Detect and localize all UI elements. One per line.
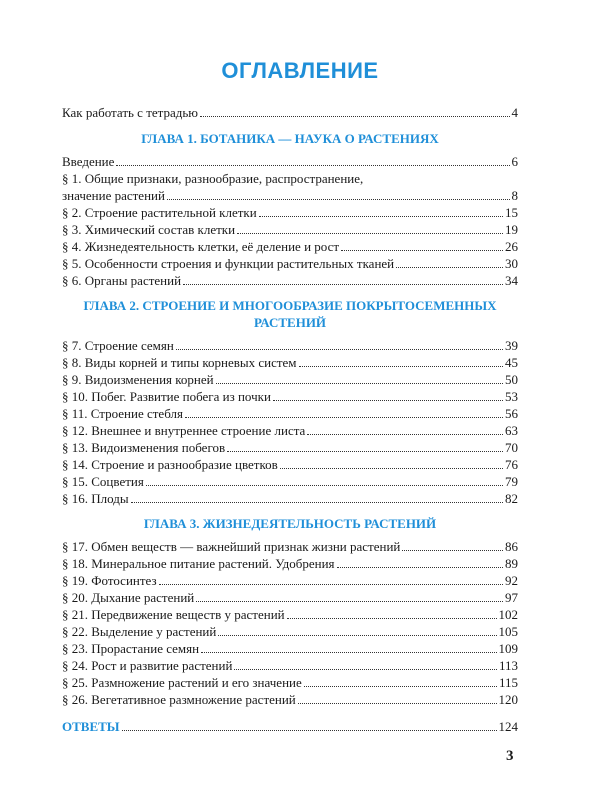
toc-entry[interactable] — [62, 187, 518, 204]
dot-leader — [337, 567, 503, 568]
entry-page-number: 105 — [498, 624, 518, 639]
chapter-heading-line: ГЛАВА 3. ЖИЗНЕДЕЯТЕЛЬНОСТЬ РАСТЕНИЙ — [143, 516, 437, 531]
entry-page-number: 63 — [505, 423, 518, 438]
entry-page-number: 97 — [505, 590, 518, 605]
entry-page-number: 113 — [498, 658, 518, 673]
dot-leader — [299, 366, 503, 367]
entry-page-number: 15 — [505, 205, 518, 220]
dot-leader — [216, 383, 503, 384]
entry-page-number: 6 — [511, 154, 518, 169]
dot-leader — [185, 417, 503, 418]
chapter-heading — [62, 297, 518, 331]
dot-leader — [402, 550, 503, 551]
toc-entry[interactable] — [62, 422, 518, 439]
entry-title: § 25. Размножение растений и его значение — [62, 675, 302, 690]
entry-title: § 17. Обмен веществ — важнейший признак жизни растений — [62, 539, 401, 554]
dot-leader — [341, 250, 503, 251]
entry-title: § 16. Плоды — [62, 491, 129, 506]
entry-title: § 20. Дыхание растений — [62, 590, 195, 605]
toc-entry[interactable] — [62, 640, 518, 657]
entry-page-number: 79 — [505, 474, 518, 489]
entry-page-number: 76 — [505, 457, 518, 472]
dot-leader — [218, 635, 496, 636]
entry-page-number: 39 — [505, 338, 518, 353]
entry-page-number: 102 — [498, 607, 518, 622]
dot-leader — [200, 116, 509, 117]
entry-page-number: 120 — [498, 692, 518, 707]
entry-page-number: 26 — [505, 239, 518, 254]
toc-entry[interactable] — [62, 238, 518, 255]
entry-title: Введение — [62, 154, 115, 169]
toc-entry[interactable] — [62, 691, 518, 708]
entry-title: § 9. Видоизменения корней — [62, 372, 214, 387]
entry-page-number: 70 — [505, 440, 518, 455]
dot-leader — [122, 730, 497, 731]
dot-leader — [227, 451, 503, 452]
toc-entry[interactable] — [62, 388, 518, 405]
dot-leader — [259, 216, 503, 217]
toc-entry[interactable] — [62, 439, 518, 456]
entry-title: § 15. Соцветия — [62, 474, 144, 489]
toc-entry[interactable] — [62, 456, 518, 473]
page-number: 3 — [506, 748, 514, 764]
entry-title: § 8. Виды корней и типы корневых систем — [62, 355, 297, 370]
dot-leader — [234, 669, 497, 670]
entry-title: § 7. Строение семян — [62, 338, 174, 353]
entry-page-number: 8 — [511, 188, 518, 203]
entry-page-number: 30 — [505, 256, 518, 271]
dot-leader — [159, 584, 503, 585]
dot-leader — [201, 652, 496, 653]
toc-entry[interactable] — [62, 255, 518, 272]
entry-title: § 6. Органы растений — [62, 273, 182, 288]
dot-leader — [146, 485, 503, 486]
dot-leader — [287, 618, 497, 619]
toc-entry[interactable] — [62, 153, 518, 170]
entry-title: § 5. Особенности строения и функции растительных тканей — [62, 256, 395, 271]
entry-title: § 26. Вегетативное размножение растений — [62, 692, 296, 707]
toc-entry[interactable] — [62, 674, 518, 691]
chapter-heading-line: ГЛАВА 2. СТРОЕНИЕ И МНОГООБРАЗИЕ ПОКРЫТОСЕМЕННЫХ — [83, 298, 497, 313]
entry-title: § 12. Внешнее и внутреннее строение листа — [62, 423, 306, 438]
toc-entry[interactable] — [62, 606, 518, 623]
entry-page-number: 19 — [505, 222, 518, 237]
toc-entry[interactable] — [62, 221, 518, 238]
entry-title: § 18. Минеральное питание растений. Удобрения — [62, 556, 335, 571]
dot-leader — [298, 703, 497, 704]
toc-entry[interactable] — [62, 354, 518, 371]
toc-entry[interactable] — [62, 490, 518, 507]
entry-title: ОТВЕТЫ — [62, 719, 120, 734]
toc-entry[interactable] — [62, 473, 518, 490]
entry-title: § 10. Побег. Развитие побега из почки — [62, 389, 271, 404]
entry-title: § 19. Фотосинтез — [62, 573, 157, 588]
toc-entry[interactable] — [62, 555, 518, 572]
table-of-contents — [62, 104, 518, 735]
dot-leader — [396, 267, 503, 268]
toc-entry-line[interactable] — [62, 170, 518, 187]
dot-leader — [304, 686, 497, 687]
toc-entry[interactable] — [62, 572, 518, 589]
entry-page-number: 34 — [505, 273, 518, 288]
toc-entry[interactable] — [62, 272, 518, 289]
entry-page-number: 45 — [505, 355, 518, 370]
entry-title: § 14. Строение и разнообразие цветков — [62, 457, 278, 472]
entry-title: § 22. Выделение у растений — [62, 624, 217, 639]
dot-leader — [280, 468, 503, 469]
toc-entry-answers[interactable] — [62, 718, 518, 735]
entry-title: § 21. Передвижение веществ у растений — [62, 607, 285, 622]
dot-leader — [307, 434, 503, 435]
entry-page-number: 86 — [505, 539, 518, 554]
entry-page-number: 56 — [505, 406, 518, 421]
toc-entry[interactable] — [62, 589, 518, 606]
toc-entry[interactable] — [62, 538, 518, 555]
dot-leader — [176, 349, 503, 350]
toc-entry[interactable] — [62, 623, 518, 640]
dot-leader — [183, 284, 503, 285]
toc-entry[interactable] — [62, 337, 518, 354]
entry-title: Как работать с тетрадью — [62, 105, 199, 120]
entry-title: § 3. Химический состав клетки — [62, 222, 236, 237]
toc-entry-intro[interactable] — [62, 104, 518, 121]
dot-leader — [273, 400, 503, 401]
toc-entry[interactable] — [62, 657, 518, 674]
entry-page-number: 92 — [505, 573, 518, 588]
entry-page-number: 50 — [505, 372, 518, 387]
toc-entry[interactable] — [62, 405, 518, 422]
entry-title: значение растений — [62, 188, 165, 203]
entry-page-number: 53 — [505, 389, 518, 404]
page-title: ОГЛАВЛЕНИЕ — [221, 58, 379, 83]
dot-leader — [237, 233, 503, 234]
chapter-heading-line: РАСТЕНИЙ — [253, 315, 327, 330]
entry-title: § 11. Строение стебля — [62, 406, 183, 421]
dot-leader — [196, 601, 503, 602]
chapter-heading — [62, 515, 518, 532]
entry-title: § 1. Общие признаки, разнообразие, распространение, — [62, 171, 364, 186]
toc-entry[interactable] — [62, 204, 518, 221]
entry-page-number: 115 — [498, 675, 518, 690]
dot-leader — [116, 165, 509, 166]
dot-leader — [167, 199, 510, 200]
chapter-heading — [62, 130, 518, 147]
entry-title: § 24. Рост и развитие растений — [62, 658, 233, 673]
entry-page-number: 4 — [511, 105, 518, 120]
entry-title: § 2. Строение растительной клетки — [62, 205, 257, 220]
chapter-heading-line: ГЛАВА 1. БОТАНИКА — НАУКА О РАСТЕНИЯХ — [141, 131, 439, 146]
toc-entry[interactable] — [62, 371, 518, 388]
entry-page-number: 109 — [498, 641, 518, 656]
entry-page-number: 82 — [505, 491, 518, 506]
entry-page-number: 89 — [505, 556, 518, 571]
entry-title: § 23. Прорастание семян — [62, 641, 200, 656]
entry-page-number: 124 — [498, 719, 518, 734]
dot-leader — [131, 502, 503, 503]
entry-title: § 13. Видоизменения побегов — [62, 440, 226, 455]
entry-title: § 4. Жизнедеятельность клетки, её деление и рост — [62, 239, 340, 254]
